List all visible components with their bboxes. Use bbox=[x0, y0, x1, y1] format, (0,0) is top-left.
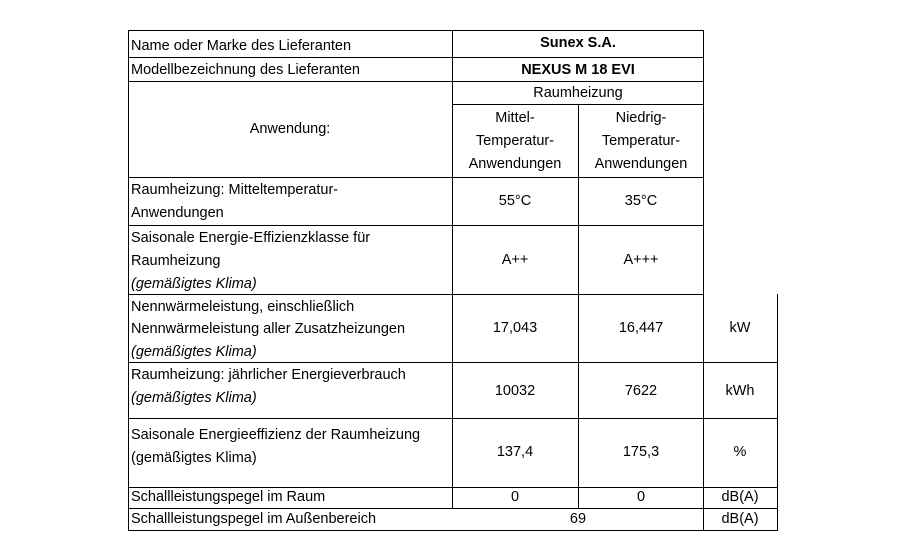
rule bbox=[128, 57, 704, 58]
supplier-value: Sunex S.A. bbox=[540, 35, 616, 51]
low-temp-header-line3: Anwendungen bbox=[594, 156, 688, 172]
annual-consumption-label: Raumheizung: jährlicher Energieverbrauch bbox=[131, 367, 406, 383]
seasonal-efficiency-label-line2: (gemäßigtes Klima) bbox=[131, 450, 257, 466]
noise-indoor-label: Schallleistungspegel im Raum bbox=[131, 489, 326, 505]
noise-indoor-mid-value: 0 bbox=[510, 489, 520, 505]
rule bbox=[128, 530, 778, 531]
noise-outdoor-label: Schallleistungspegel im Außenbereich bbox=[131, 511, 377, 527]
annual-consumption-unit: kWh bbox=[725, 383, 755, 399]
rated-output-unit: kW bbox=[729, 320, 751, 336]
efficiency-class-label-line1: Saisonale Energie-Effizienzklasse für bbox=[131, 230, 371, 246]
annual-consumption-low-value: 7622 bbox=[624, 383, 658, 399]
noise-outdoor-unit: dB(A) bbox=[721, 511, 759, 527]
efficiency-class-mid-value: A++ bbox=[501, 252, 529, 268]
mid-temp-header-line1: Mittel- bbox=[495, 110, 535, 126]
model-value: NEXUS M 18 EVI bbox=[521, 62, 635, 78]
noise-outdoor-value: 69 bbox=[569, 511, 587, 527]
mid-temp-header-line3: Anwendungen bbox=[468, 156, 562, 172]
supplier-label: Name oder Marke des Lieferanten bbox=[131, 38, 352, 54]
seasonal-efficiency-label-line1: Saisonale Energieeffizienz der Raumheizung bbox=[131, 427, 421, 443]
annual-consumption-note: (gemäßigtes Klima) bbox=[131, 390, 257, 406]
space-heating-header: Raumheizung bbox=[533, 85, 623, 101]
rule bbox=[128, 418, 778, 419]
efficiency-class-note: (gemäßigtes Klima) bbox=[131, 276, 257, 292]
temperature-label-line1: Raumheizung: Mitteltemperatur- bbox=[131, 182, 339, 198]
low-temp-header-line1: Niedrig- bbox=[615, 110, 667, 126]
low-temp-header-line2: Temperatur- bbox=[601, 133, 681, 149]
temperature-low-value: 35°C bbox=[624, 193, 658, 209]
rated-output-label-line1: Nennwärmeleistung, einschließlich bbox=[131, 299, 355, 315]
rule bbox=[128, 177, 704, 178]
rule bbox=[128, 30, 704, 31]
annual-consumption-mid-value: 10032 bbox=[494, 383, 536, 399]
seasonal-efficiency-low-value: 175,3 bbox=[622, 444, 660, 460]
rated-output-mid-value: 17,043 bbox=[492, 320, 538, 336]
application-label: Anwendung: bbox=[249, 121, 331, 137]
noise-indoor-low-value: 0 bbox=[636, 489, 646, 505]
rule bbox=[777, 294, 778, 531]
rule bbox=[128, 225, 704, 226]
mid-temp-header-line2: Temperatur- bbox=[475, 133, 555, 149]
temperature-mid-value: 55°C bbox=[498, 193, 532, 209]
rated-output-note: (gemäßigtes Klima) bbox=[131, 344, 257, 360]
rule bbox=[128, 30, 129, 531]
rated-output-label-line2: Nennwärmeleistung aller Zusatzheizungen bbox=[131, 321, 406, 337]
seasonal-efficiency-unit: % bbox=[733, 444, 747, 460]
noise-indoor-unit: dB(A) bbox=[721, 489, 759, 505]
seasonal-efficiency-mid-value: 137,4 bbox=[496, 444, 534, 460]
efficiency-class-label-line2: Raumheizung bbox=[131, 253, 221, 269]
model-label: Modellbezeichnung des Lieferanten bbox=[131, 62, 360, 78]
rated-output-low-value: 16,447 bbox=[618, 320, 664, 336]
efficiency-class-low-value: A+++ bbox=[623, 252, 659, 268]
temperature-label-line2: Anwendungen bbox=[131, 205, 224, 221]
